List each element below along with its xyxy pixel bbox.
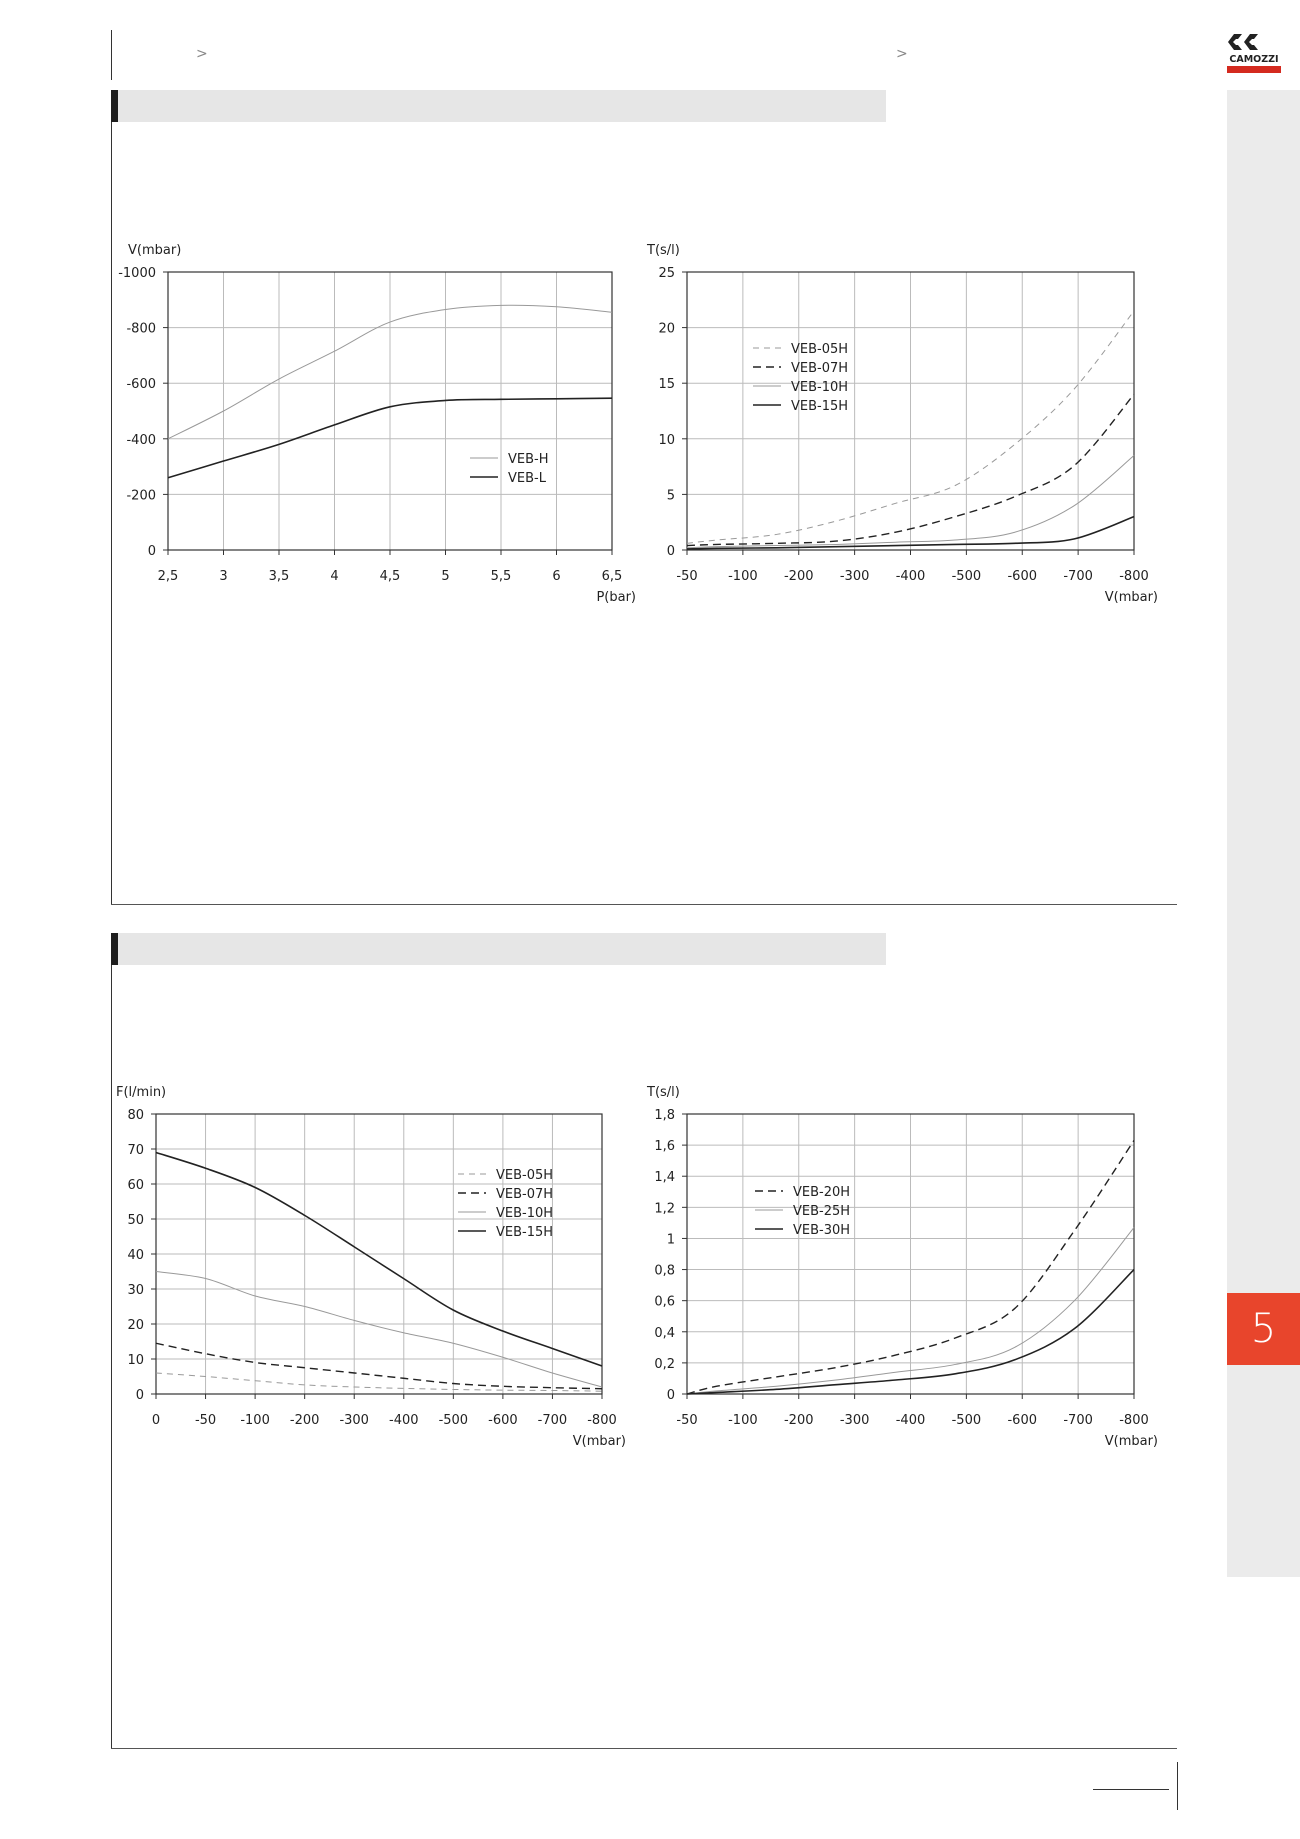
y-tick-label: 1,6 bbox=[654, 1139, 675, 1155]
legend-label: VEB-H bbox=[508, 452, 549, 467]
section-1-bottom-rule bbox=[111, 904, 1177, 905]
y-tick-label: 1,2 bbox=[654, 1201, 675, 1217]
y-tick-label: 1 bbox=[666, 1232, 675, 1248]
x-tick-label: -200 bbox=[289, 1413, 320, 1428]
y-tick-label: -600 bbox=[126, 377, 156, 393]
x-tick-label: -500 bbox=[951, 569, 982, 584]
y-tick-label: -200 bbox=[126, 488, 156, 504]
x-tick-label: -700 bbox=[1063, 569, 1093, 584]
y-tick-label: 25 bbox=[658, 266, 675, 281]
logo-red-bar bbox=[1227, 66, 1281, 73]
series-line-veb-07h bbox=[156, 1343, 602, 1389]
x-tick-label: -300 bbox=[839, 569, 870, 584]
y-tick-label: 0,2 bbox=[654, 1356, 675, 1372]
legend-label: VEB-07H bbox=[496, 1187, 554, 1202]
y-tick-label: 1,4 bbox=[654, 1170, 675, 1186]
chart-evacuation-time-2 bbox=[640, 1073, 1180, 1463]
footer-rule bbox=[1093, 1789, 1169, 1790]
x-tick-label: -300 bbox=[839, 1413, 870, 1428]
chart-flow-vs-vacuum bbox=[110, 1073, 650, 1463]
x-tick-label: -200 bbox=[783, 569, 814, 584]
x-tick-label: -100 bbox=[728, 1413, 758, 1428]
x-tick-label: 3,5 bbox=[268, 569, 290, 584]
y-tick-label: 20 bbox=[127, 1318, 144, 1333]
y-tick-label: 30 bbox=[127, 1283, 144, 1298]
y-tick-label: 10 bbox=[127, 1353, 144, 1368]
x-tick-label: -600 bbox=[1007, 1413, 1038, 1428]
series-line-veb-15h bbox=[156, 1153, 602, 1367]
footer-vertical-rule bbox=[1177, 1762, 1178, 1810]
x-tick-label: -100 bbox=[240, 1413, 270, 1428]
x-axis-label: V(mbar) bbox=[1104, 1434, 1158, 1449]
legend-label: VEB-30H bbox=[793, 1223, 851, 1238]
y-tick-label: 20 bbox=[658, 321, 675, 337]
y-tick-label: 15 bbox=[658, 377, 675, 393]
section-1-title-bar bbox=[111, 90, 886, 122]
section-tab-5[interactable]: 5 bbox=[1227, 1293, 1300, 1365]
legend-label: VEB-07H bbox=[791, 361, 849, 376]
x-tick-label: -500 bbox=[438, 1413, 469, 1428]
x-tick-label: -800 bbox=[1119, 569, 1149, 584]
y-tick-label: 0 bbox=[666, 544, 675, 559]
x-tick-label: 5,5 bbox=[490, 569, 512, 584]
x-tick-label: 4,5 bbox=[379, 569, 401, 584]
logo-text: CAMOZZI bbox=[1229, 54, 1279, 65]
x-tick-label: -50 bbox=[194, 1413, 217, 1428]
y-tick-label: 0,6 bbox=[654, 1294, 675, 1310]
y-tick-label: 0 bbox=[147, 544, 156, 559]
legend-label: VEB-15H bbox=[496, 1225, 554, 1240]
camozzi-logo-mark bbox=[1224, 28, 1284, 76]
x-tick-label: -200 bbox=[783, 1413, 814, 1428]
x-tick-label: 2,5 bbox=[157, 569, 179, 584]
y-axis-label: T(s/l) bbox=[647, 243, 680, 258]
chart-evacuation-time-1 bbox=[640, 230, 1180, 620]
x-tick-label: -600 bbox=[488, 1413, 518, 1428]
section-2-title-bar bbox=[111, 933, 886, 965]
x-axis-label: V(mbar) bbox=[572, 1434, 626, 1449]
legend-label: VEB-15H bbox=[791, 399, 849, 414]
legend-label: VEB-10H bbox=[496, 1206, 554, 1221]
legend-label: VEB-10H bbox=[791, 380, 849, 395]
legend-label: VEB-25H bbox=[793, 1204, 851, 1219]
y-tick-label: 10 bbox=[658, 432, 675, 448]
y-tick-label: 0 bbox=[666, 1388, 675, 1403]
x-tick-label: -100 bbox=[728, 569, 758, 584]
breadcrumb-arrow-right[interactable]: > bbox=[896, 46, 908, 62]
camozzi-logo bbox=[1224, 28, 1284, 76]
x-axis-label: P(bar) bbox=[596, 590, 636, 605]
x-tick-label: -800 bbox=[587, 1413, 617, 1428]
x-tick-label: -800 bbox=[1119, 1413, 1149, 1428]
x-tick-label: -300 bbox=[339, 1413, 369, 1428]
x-tick-label: 6,5 bbox=[601, 569, 623, 584]
y-tick-label: -400 bbox=[126, 432, 156, 448]
x-axis-label: V(mbar) bbox=[1104, 590, 1158, 605]
x-tick-label: 0 bbox=[151, 1413, 161, 1428]
x-tick-label: -700 bbox=[537, 1413, 568, 1428]
x-tick-label: -50 bbox=[676, 1413, 698, 1428]
y-axis-label: V(mbar) bbox=[128, 243, 182, 258]
x-tick-label: -400 bbox=[895, 569, 926, 584]
x-tick-label: -400 bbox=[895, 1413, 926, 1428]
y-axis-label: F(l/min) bbox=[116, 1085, 167, 1100]
legend-label: VEB-L bbox=[508, 471, 546, 486]
legend-label: VEB-05H bbox=[791, 342, 849, 357]
x-tick-label: 5 bbox=[441, 569, 450, 584]
x-tick-label: -50 bbox=[676, 569, 698, 584]
y-tick-label: 50 bbox=[127, 1213, 144, 1228]
section-2-bottom-rule bbox=[111, 1748, 1177, 1749]
y-tick-label: 80 bbox=[127, 1108, 144, 1123]
x-tick-label: -400 bbox=[389, 1413, 419, 1428]
y-tick-label: 0,8 bbox=[654, 1263, 675, 1279]
y-tick-label: 1,8 bbox=[654, 1108, 675, 1123]
y-tick-label: -1000 bbox=[118, 266, 156, 281]
legend-label: VEB-20H bbox=[793, 1185, 851, 1200]
legend-label: VEB-05H bbox=[496, 1168, 554, 1183]
x-tick-label: -700 bbox=[1063, 1413, 1093, 1428]
y-axis-label: T(s/l) bbox=[647, 1085, 680, 1100]
y-tick-label: -800 bbox=[126, 321, 156, 337]
chart-vacuum-vs-pressure bbox=[110, 230, 650, 620]
x-tick-label: -500 bbox=[951, 1413, 982, 1428]
y-tick-label: 5 bbox=[666, 488, 675, 504]
x-tick-label: 6 bbox=[552, 569, 561, 584]
y-tick-label: 0 bbox=[135, 1388, 144, 1403]
x-tick-label: 4 bbox=[330, 569, 339, 584]
x-tick-label: -600 bbox=[1007, 569, 1038, 584]
breadcrumb-arrow-left[interactable]: > bbox=[196, 46, 208, 62]
x-tick-label: 3 bbox=[219, 569, 228, 584]
header-left-rule bbox=[111, 30, 112, 80]
y-tick-label: 70 bbox=[127, 1143, 144, 1158]
y-tick-label: 60 bbox=[127, 1178, 144, 1193]
y-tick-label: 40 bbox=[127, 1248, 144, 1263]
y-tick-label: 0,4 bbox=[654, 1325, 675, 1341]
